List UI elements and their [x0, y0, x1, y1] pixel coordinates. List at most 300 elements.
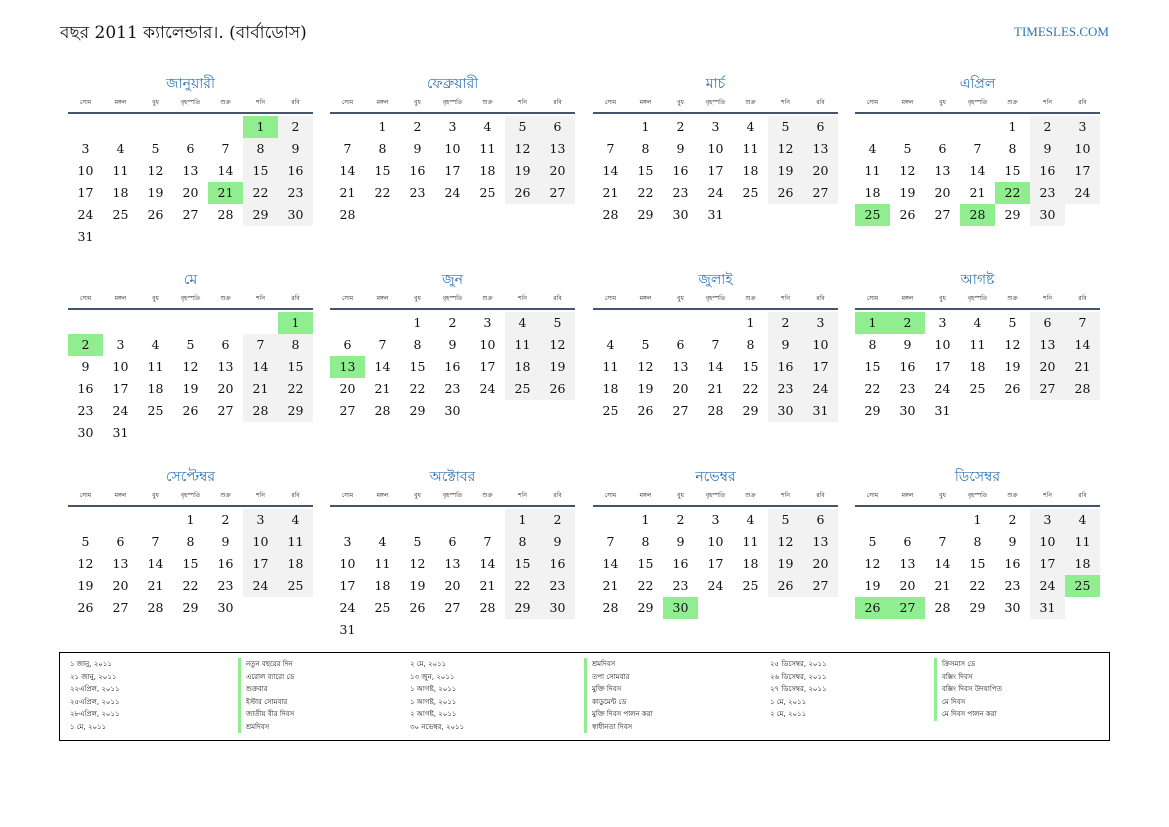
- day-cell: 11: [742, 141, 759, 156]
- day-cell: 11: [969, 337, 986, 352]
- legend-holiday-name: মে দিবস পালন করা: [934, 708, 997, 721]
- weekday-label: রবি: [553, 99, 562, 106]
- day-cell: 17: [479, 359, 496, 374]
- day-cell: 10: [77, 163, 94, 178]
- legend-holiday-name: স্বাধীনতা দিবস: [584, 721, 632, 734]
- day-cell: 24: [707, 578, 724, 593]
- day-cell: 6: [938, 141, 947, 156]
- weekday-header: [593, 94, 838, 114]
- legend-holiday-name: মুক্তি দিবস পালন করা: [584, 708, 653, 721]
- day-cell: 20: [672, 381, 689, 396]
- holiday-day-cell: 2: [890, 312, 925, 334]
- day-cell: 23: [672, 185, 689, 200]
- legend-holiday-name: শ্রমদিবস: [238, 721, 269, 734]
- day-cell: 7: [938, 534, 947, 549]
- holiday-day-cell: 30: [663, 597, 698, 619]
- day-cell: 9: [1008, 534, 1017, 549]
- month-name: জুলাই: [698, 272, 733, 288]
- weekday-header: [330, 94, 575, 114]
- day-cell: 19: [768, 160, 803, 182]
- day-cell: 6: [221, 337, 230, 352]
- weekday-label: রবি: [291, 99, 300, 106]
- month-5: [68, 270, 313, 460]
- weekday-header: [855, 94, 1100, 114]
- day-cell: 25: [278, 575, 313, 597]
- day-cell: 12: [1004, 337, 1021, 352]
- legend-holiday-name: মে দিবস: [934, 696, 965, 709]
- day-cell: 14: [969, 163, 986, 178]
- day-cell: 16: [1030, 160, 1065, 182]
- holiday-day-cell: 26: [855, 597, 890, 619]
- month-name: মে: [183, 272, 198, 288]
- day-cell: 12: [637, 359, 654, 374]
- day-cell: 27: [672, 403, 689, 418]
- day-cell: 29: [864, 403, 881, 418]
- day-cell: 10: [707, 141, 724, 156]
- day-cell: 4: [483, 119, 492, 134]
- day-cell: 23: [409, 185, 426, 200]
- holiday-day-cell: 13: [330, 356, 365, 378]
- weekday-label: শনি: [781, 295, 790, 302]
- page-title: বছর 2011 ক্যালেন্ডার।. (বার্বাডোস): [60, 23, 307, 43]
- weekday-label: সোম: [604, 295, 617, 302]
- weekday-label: মঙ্গল: [901, 99, 914, 106]
- day-cell: 6: [803, 116, 838, 138]
- weekday-label: সোম: [341, 492, 354, 499]
- day-cell: 17: [444, 163, 461, 178]
- day-cell: 7: [1065, 312, 1100, 334]
- day-cell: 13: [672, 359, 689, 374]
- day-cell: 5: [186, 337, 195, 352]
- day-cell: 2: [413, 119, 422, 134]
- weekday-label: রবি: [816, 295, 825, 302]
- day-cell: 24: [707, 185, 724, 200]
- day-cell: 17: [339, 578, 356, 593]
- day-cell: 2: [448, 315, 457, 330]
- day-cell: 4: [746, 119, 755, 134]
- day-cell: 3: [1030, 509, 1065, 531]
- day-cell: 27: [444, 600, 461, 615]
- day-cell: 21: [707, 381, 724, 396]
- weekday-label: সোম: [79, 99, 92, 106]
- day-cell: 29: [243, 204, 278, 226]
- day-cell: 26: [768, 182, 803, 204]
- day-cell: 29: [182, 600, 199, 615]
- day-cell: 13: [1030, 334, 1065, 356]
- day-cell: 6: [116, 534, 125, 549]
- weekday-label: মঙ্গল: [901, 492, 914, 499]
- legend-date: ১৩ জুন, ২০১১: [410, 672, 455, 681]
- legend-date: ২২এপ্রিল, ২০১১: [70, 685, 120, 693]
- day-cell: 18: [969, 359, 986, 374]
- day-grid: [593, 310, 838, 460]
- weekday-label: বৃহস্পতি: [967, 295, 988, 302]
- weekday-label: শনি: [256, 492, 265, 499]
- day-cell: 16: [768, 356, 803, 378]
- day-cell: 15: [182, 556, 199, 571]
- weekday-label: রবি: [291, 295, 300, 302]
- day-cell: 19: [1004, 359, 1021, 374]
- day-cell: 21: [479, 578, 496, 593]
- weekday-label: সোম: [866, 295, 879, 302]
- day-cell: 20: [339, 381, 356, 396]
- day-cell: 16: [540, 553, 575, 575]
- day-cell: 7: [483, 534, 492, 549]
- day-cell: 15: [637, 556, 654, 571]
- day-cell: 26: [505, 182, 540, 204]
- day-cell: 9: [448, 337, 457, 352]
- day-cell: 24: [77, 207, 94, 222]
- day-cell: 12: [409, 556, 426, 571]
- day-cell: 17: [77, 185, 94, 200]
- day-cell: 4: [505, 312, 540, 334]
- day-cell: 4: [868, 141, 877, 156]
- day-cell: 9: [413, 141, 422, 156]
- day-cell: 5: [768, 116, 803, 138]
- day-cell: 12: [182, 359, 199, 374]
- day-cell: 3: [803, 312, 838, 334]
- day-cell: 27: [182, 207, 199, 222]
- day-cell: 2: [1030, 116, 1065, 138]
- day-cell: 12: [864, 556, 881, 571]
- month-9: [68, 467, 313, 657]
- weekday-label: রবি: [816, 99, 825, 106]
- day-grid: [68, 114, 313, 264]
- month-8: [855, 270, 1100, 460]
- weekday-header: [593, 487, 838, 507]
- day-cell: 21: [602, 578, 619, 593]
- day-cell: 28: [374, 403, 391, 418]
- legend-date: ২ আগষ্ট, ২০১১: [410, 710, 457, 718]
- day-cell: 24: [803, 378, 838, 400]
- month-1: [68, 74, 313, 264]
- day-cell: 9: [1030, 138, 1065, 160]
- day-cell: 26: [1004, 381, 1021, 396]
- weekday-label: শনি: [518, 492, 527, 499]
- day-cell: 8: [378, 141, 387, 156]
- day-cell: 23: [217, 578, 234, 593]
- day-cell: 11: [374, 556, 391, 571]
- day-cell: 8: [278, 334, 313, 356]
- month-3: [593, 74, 838, 264]
- day-cell: 19: [768, 553, 803, 575]
- day-cell: 29: [637, 600, 654, 615]
- day-cell: 8: [641, 141, 650, 156]
- legend-holiday-name: মুক্তি দিবস: [584, 683, 621, 696]
- day-cell: 14: [374, 359, 391, 374]
- day-cell: 1: [378, 119, 387, 134]
- weekday-label: শুক্র: [745, 99, 756, 106]
- weekday-label: মঙ্গল: [114, 99, 127, 106]
- day-cell: 17: [243, 553, 278, 575]
- day-cell: 16: [672, 163, 689, 178]
- weekday-header: [68, 94, 313, 114]
- weekday-label: রবি: [1078, 295, 1087, 302]
- day-cell: 22: [864, 381, 881, 396]
- day-cell: 4: [151, 337, 160, 352]
- day-cell: 22: [742, 381, 759, 396]
- day-cell: 23: [1030, 182, 1065, 204]
- day-cell: 10: [1065, 138, 1100, 160]
- day-cell: 11: [742, 534, 759, 549]
- day-cell: 19: [182, 381, 199, 396]
- day-cell: 3: [448, 119, 457, 134]
- day-cell: 30: [540, 597, 575, 619]
- day-cell: 12: [540, 334, 575, 356]
- day-cell: 9: [903, 337, 912, 352]
- weekday-header: [330, 290, 575, 310]
- day-cell: 24: [444, 185, 461, 200]
- day-cell: 27: [1030, 378, 1065, 400]
- day-cell: 30: [77, 425, 94, 440]
- month-4: [855, 74, 1100, 264]
- weekday-label: রবি: [553, 492, 562, 499]
- weekday-label: মঙ্গল: [639, 295, 652, 302]
- day-cell: 8: [641, 534, 650, 549]
- weekday-label: সোম: [866, 492, 879, 499]
- day-cell: 28: [934, 600, 951, 615]
- day-cell: 24: [1030, 575, 1065, 597]
- day-cell: 13: [899, 556, 916, 571]
- weekday-label: শুক্র: [1007, 99, 1018, 106]
- day-cell: 3: [483, 315, 492, 330]
- weekday-label: শনি: [518, 99, 527, 106]
- day-cell: 9: [768, 334, 803, 356]
- weekday-label: বুধ: [152, 99, 159, 106]
- day-cell: 31: [934, 403, 951, 418]
- day-cell: 24: [112, 403, 129, 418]
- day-cell: 25: [742, 185, 759, 200]
- day-cell: 2: [540, 509, 575, 531]
- day-cell: 6: [1030, 312, 1065, 334]
- day-cell: 10: [803, 334, 838, 356]
- day-cell: 15: [243, 160, 278, 182]
- weekday-label: শুক্র: [482, 492, 493, 499]
- day-cell: 7: [343, 141, 352, 156]
- month-name: জানুয়ারী: [166, 76, 215, 92]
- weekday-label: রবি: [816, 492, 825, 499]
- day-cell: 27: [934, 207, 951, 222]
- day-cell: 22: [182, 578, 199, 593]
- day-cell: 31: [77, 229, 94, 244]
- day-cell: 18: [864, 185, 881, 200]
- day-cell: 29: [969, 600, 986, 615]
- day-cell: 21: [374, 381, 391, 396]
- day-cell: 21: [147, 578, 164, 593]
- day-grid: [68, 310, 313, 460]
- day-cell: 14: [217, 163, 234, 178]
- day-cell: 16: [444, 359, 461, 374]
- day-cell: 13: [803, 138, 838, 160]
- day-cell: 20: [803, 160, 838, 182]
- legend-holiday-name: জাতীয় বীর দিবস: [238, 708, 294, 721]
- day-cell: 16: [77, 381, 94, 396]
- day-cell: 12: [899, 163, 916, 178]
- day-cell: 11: [864, 163, 881, 178]
- day-cell: 30: [899, 403, 916, 418]
- month-name: আগষ্ট: [960, 272, 995, 288]
- day-cell: 13: [112, 556, 129, 571]
- day-cell: 13: [803, 531, 838, 553]
- day-cell: 24: [479, 381, 496, 396]
- day-cell: 1: [505, 509, 540, 531]
- day-cell: 1: [973, 512, 982, 527]
- day-cell: 28: [1065, 378, 1100, 400]
- day-cell: 9: [81, 359, 90, 374]
- weekday-header: [855, 487, 1100, 507]
- day-cell: 11: [1065, 531, 1100, 553]
- day-cell: 17: [1030, 553, 1065, 575]
- day-cell: 28: [602, 207, 619, 222]
- day-cell: 25: [742, 578, 759, 593]
- weekday-label: সোম: [866, 99, 879, 106]
- day-cell: 26: [768, 575, 803, 597]
- day-cell: 31: [707, 207, 724, 222]
- day-cell: 29: [637, 207, 654, 222]
- weekday-label: বুধ: [414, 492, 421, 499]
- legend-date: ১ আগষ্ট, ২০১১: [410, 685, 457, 693]
- day-cell: 22: [278, 378, 313, 400]
- day-cell: 26: [77, 600, 94, 615]
- day-cell: 30: [672, 207, 689, 222]
- day-cell: 11: [602, 359, 619, 374]
- holiday-legend: [59, 652, 1110, 741]
- day-cell: 13: [182, 163, 199, 178]
- day-cell: 14: [1065, 334, 1100, 356]
- weekday-label: বৃহস্পতি: [705, 99, 726, 106]
- day-grid: [68, 507, 313, 657]
- day-cell: 10: [444, 141, 461, 156]
- day-cell: 5: [868, 534, 877, 549]
- day-cell: 8: [243, 138, 278, 160]
- day-cell: 16: [278, 160, 313, 182]
- weekday-label: শনি: [518, 295, 527, 302]
- weekday-label: মঙ্গল: [639, 492, 652, 499]
- day-cell: 8: [413, 337, 422, 352]
- legend-date: ২ মে, ২০১১: [770, 710, 807, 718]
- day-cell: 23: [1004, 578, 1021, 593]
- weekday-label: শুক্র: [220, 492, 231, 499]
- weekday-label: শনি: [1043, 99, 1052, 106]
- weekday-label: বৃহস্পতি: [967, 492, 988, 499]
- day-cell: 29: [742, 403, 759, 418]
- weekday-label: বুধ: [414, 99, 421, 106]
- month-6: [330, 270, 575, 460]
- weekday-label: বুধ: [939, 99, 946, 106]
- day-cell: 7: [221, 141, 230, 156]
- day-cell: 4: [278, 509, 313, 531]
- day-cell: 21: [969, 185, 986, 200]
- day-cell: 2: [676, 512, 685, 527]
- legend-holiday-name: ইস্টার সোমবার: [238, 696, 287, 709]
- day-cell: 4: [746, 512, 755, 527]
- day-cell: 10: [1030, 531, 1065, 553]
- day-cell: 31: [1030, 597, 1065, 619]
- weekday-label: শুক্র: [482, 99, 493, 106]
- day-cell: 20: [444, 578, 461, 593]
- weekday-label: বুধ: [152, 492, 159, 499]
- day-cell: 22: [409, 381, 426, 396]
- day-cell: 25: [112, 207, 129, 222]
- month-name: সেপ্টেম্বর: [165, 469, 216, 485]
- day-cell: 6: [448, 534, 457, 549]
- day-cell: 18: [602, 381, 619, 396]
- weekday-label: মঙ্গল: [114, 492, 127, 499]
- day-cell: 5: [413, 534, 422, 549]
- day-grid: [855, 114, 1100, 264]
- day-cell: 11: [479, 141, 496, 156]
- day-cell: 28: [243, 400, 278, 422]
- day-cell: 5: [151, 141, 160, 156]
- holiday-day-cell: 25: [1065, 575, 1100, 597]
- day-cell: 23: [672, 578, 689, 593]
- day-cell: 14: [339, 163, 356, 178]
- day-cell: 23: [278, 182, 313, 204]
- legend-holiday-name: কাডুমেন্ট ডে: [584, 696, 627, 709]
- day-cell: 2: [676, 119, 685, 134]
- month-name: নভেম্বর: [695, 469, 736, 485]
- weekday-label: বুধ: [677, 492, 684, 499]
- legend-holiday-name: বক্সিং দিবস উদযাপিত: [934, 683, 1002, 696]
- day-cell: 15: [1004, 163, 1021, 178]
- weekday-label: রবি: [1078, 99, 1087, 106]
- day-cell: 29: [505, 597, 540, 619]
- month-2: [330, 74, 575, 264]
- day-cell: 29: [409, 403, 426, 418]
- day-cell: 8: [186, 534, 195, 549]
- holiday-day-cell: 28: [960, 204, 995, 226]
- day-cell: 17: [803, 356, 838, 378]
- legend-date: ২৮এপ্রিল, ২০১১: [70, 710, 120, 718]
- day-cell: 16: [217, 556, 234, 571]
- legend-date: ২৫ ডিসেম্বর, ২০১১: [770, 660, 827, 668]
- day-cell: 5: [540, 312, 575, 334]
- day-grid: [330, 310, 575, 460]
- day-cell: 4: [1065, 509, 1100, 531]
- holiday-day-cell: 25: [855, 204, 890, 226]
- day-cell: 13: [217, 359, 234, 374]
- day-cell: 27: [540, 182, 575, 204]
- day-cell: 24: [243, 575, 278, 597]
- day-cell: 3: [81, 141, 90, 156]
- day-cell: 5: [903, 141, 912, 156]
- day-cell: 20: [182, 185, 199, 200]
- day-cell: 28: [147, 600, 164, 615]
- day-cell: 7: [151, 534, 160, 549]
- day-cell: 16: [1004, 556, 1021, 571]
- day-cell: 10: [707, 534, 724, 549]
- day-cell: 30: [1030, 204, 1065, 226]
- day-cell: 11: [147, 359, 164, 374]
- day-grid: [855, 507, 1100, 657]
- day-cell: 27: [339, 403, 356, 418]
- site-link[interactable]: TIMESLES.COM: [1014, 24, 1109, 39]
- day-cell: 3: [116, 337, 125, 352]
- weekday-label: বুধ: [677, 99, 684, 106]
- weekday-label: মঙ্গল: [901, 295, 914, 302]
- day-grid: [330, 114, 575, 264]
- day-cell: 19: [77, 578, 94, 593]
- day-cell: 3: [711, 512, 720, 527]
- day-cell: 30: [1004, 600, 1021, 615]
- legend-date: ২ মে, ২০১১: [410, 660, 447, 668]
- weekday-label: বৃহস্পতি: [180, 295, 201, 302]
- month-name: অক্টোবর: [429, 469, 476, 485]
- day-cell: 25: [147, 403, 164, 418]
- day-cell: 3: [343, 534, 352, 549]
- day-grid: [593, 114, 838, 264]
- weekday-label: বৃহস্পতি: [442, 492, 463, 499]
